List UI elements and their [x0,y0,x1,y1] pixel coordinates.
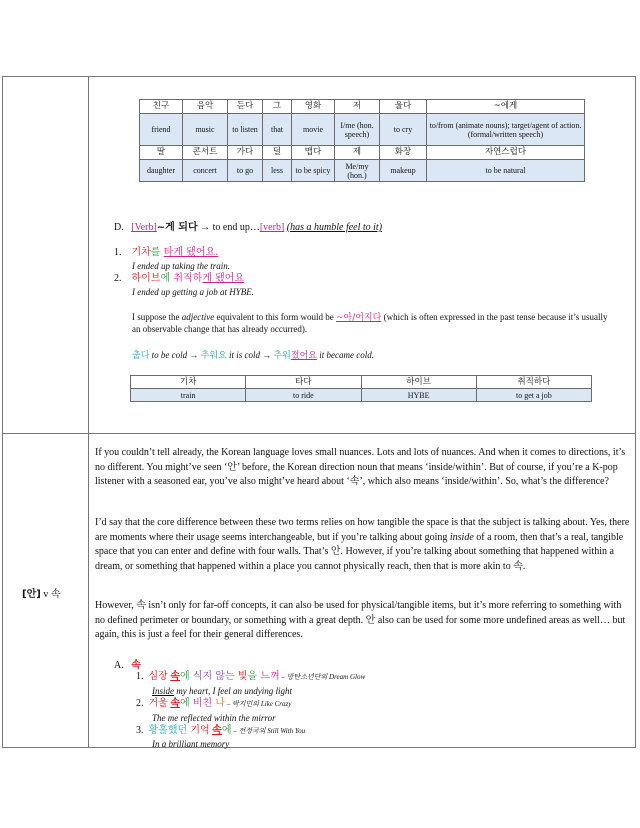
example-2 [114,273,244,284]
example-particle: 에 [160,273,174,284]
vocab-cell: 가다 [228,146,263,160]
lyric-word: 속 [170,671,180,682]
section-letter: A. [114,660,124,671]
vocab-cell: to ride [246,389,361,402]
paragraph-emphasis: inside [449,531,474,543]
vocab-cell: 화장 [380,146,427,160]
row-divider [2,433,636,434]
lyric-3 [136,725,305,737]
vocab-cell: 취직하다 [476,376,591,389]
note-text: I suppose the [132,312,182,322]
paragraph-2 [95,516,630,574]
vocab-cell: to cry [380,114,427,146]
vocab-cell: 하이브 [361,376,476,389]
vocab-cell: HYBE [361,389,476,402]
lyric-1 [136,671,365,683]
lyric-word: 거울 [148,698,168,709]
vocab-row-korean [140,146,585,160]
vocab-cell: makeup [380,160,427,182]
vocab-cell: Me/my (hon.) [335,160,380,182]
vocab-cell: ~에게 [427,100,585,114]
vocab-cell: 듣다 [228,100,263,114]
vocab-cell: concert [183,160,228,182]
list-number: 2. [136,698,144,709]
vocab-cell: to be spicy [292,160,335,182]
lyric-particle: 에 [180,671,193,682]
vocab-cell: friend [140,114,183,146]
vocab-cell: to get a job [476,389,591,402]
row-label-an: [안] [22,589,41,600]
vocab-cell: 딸 [140,146,183,160]
lyric-source: – 방탄소년단의 Dream Glow [279,673,366,681]
lyric-particle: 에 [180,698,193,709]
vocab-row-english [131,389,592,402]
vocab-cell: to go [228,160,263,182]
section-a-heading [114,656,141,671]
note-emphasis: adjective [181,312,215,322]
paragraph-1: If you couldn’t tell already, the Korean language loves small nuances. Lots and lots of nuances. And when it comes to directions, it’s no different. You might’ve seen ‘안’ before, the Korean direction noun that means ‘inside/within’. But of course, if you’re a K-pop listener with a seasoned ear, you’ve also might’ve heard about ‘속’, which also means ‘inside/within’. So, what’s the difference? [95,447,626,487]
lyric-2-translation: The me reflected within the mirror [152,713,276,723]
vocab-table-2 [130,375,592,402]
lyric-word: 느껴 [260,671,280,682]
column-divider [88,76,89,748]
vocab-cell: to/from (animate nouns); target/agent of action. (formal/written speech) [427,114,585,146]
example-1 [114,247,218,258]
vocab-row-korean [140,100,585,114]
vocab-cell: 음악 [183,100,228,114]
list-number: 1. [136,671,144,682]
paragraph-text: I’d say that the core difference between these two terms relies on how tangible the space is that the subject is talking about. Yes, there are moments where their usage seems interchangeable, but if you’re talking about going [95,517,630,543]
row-label-v: v [40,589,51,600]
example-gloss: it became cold. [316,350,374,360]
example-ending: 게 됐어요 [202,273,245,284]
lyric-word: 나 [215,698,226,709]
lyric-particle: 에 [221,725,232,736]
lyric-1-translation [152,686,292,697]
lyric-2 [136,698,291,710]
vocab-table-1 [139,99,585,182]
row-label-sok: 속 [50,589,61,600]
lyric-word: 황홀했던 [148,725,191,736]
lyric-word: 기억 [190,725,210,736]
list-number: 1. [114,247,122,258]
list-number: 3. [136,725,144,736]
list-number: 2. [114,273,122,284]
lyric-word: 속 [170,698,180,709]
example-ending: 게 됐어요. [173,247,219,258]
section-d-heading [114,218,382,233]
cold-example [132,350,374,362]
verb-placeholder: [Verb] [131,222,157,233]
paragraph-3: However, 속 isn’t only for far-off concepts, it can also be used for physical/tangible items, but it’s more referring to something with no defined perimeter or boundary, or something with a great depth. 안 also can be used for some more undefined areas as well… but again, this is just a feel for their general differences. [95,600,626,640]
vocab-row-english [140,160,585,182]
translation-emphasis: Inside [152,686,174,696]
example-word: 기차 [131,247,151,258]
lyric-word: 심장 [148,671,168,682]
vocab-cell: 그 [263,100,292,114]
example-word: 하이브 [131,273,161,284]
vocab-cell: 영화 [292,100,335,114]
vocab-cell: 맵다 [292,146,335,160]
lyric-particle: 을 [247,671,261,682]
lyric-source: – 전정국의 Still With You [231,727,306,735]
vocab-cell: 자연스럽다 [427,146,585,160]
vocab-cell: less [263,160,292,182]
example-word: 추워 [273,351,291,361]
example-word: 추워요 [200,351,227,361]
lyric-word: 속 [212,725,222,736]
vocab-cell: 콘서트 [183,146,228,160]
vocab-cell: 친구 [140,100,183,114]
example-gloss: it is cold → [226,350,274,360]
lyric-3-translation: In a brilliant memory [152,739,230,749]
vocab-cell: daughter [140,160,183,182]
example-1-translation: I ended up taking the train. [132,261,230,271]
row-label [22,585,60,600]
vocab-cell: 타다 [246,376,361,389]
example-ending: 졌어요 [290,351,317,361]
example-particle: 를 [150,247,164,258]
vocab-cell: to be natural [427,160,585,182]
lyric-word: 비친 [192,698,216,709]
note-text: equivalent to this form would be [214,312,336,322]
note-form: ~아/어지다 [335,313,382,323]
verb-placeholder: [verb] [259,222,285,233]
grammar-suffix: ~게 되다 [156,222,198,233]
vocab-cell: 기차 [131,376,246,389]
vocab-row-english [140,114,585,146]
vocab-cell: to listen [228,114,263,146]
lyric-source: – 박지민의 Like Crazy [225,700,292,708]
vocab-cell: I/me (hon. speech) [335,114,380,146]
lyric-word: 빛 [237,671,248,682]
section-word: 속 [131,660,141,671]
vocab-cell: music [183,114,228,146]
example-verb: 취직하 [173,273,203,284]
example-word: 춥다 [132,351,150,361]
lyric-word: 식지 않는 [192,671,238,682]
example-gloss: to be cold → [149,350,201,360]
vocab-cell: 저 [335,100,380,114]
vocab-cell: that [263,114,292,146]
vocab-cell: 제 [335,146,380,160]
translation-text: my heart, I feel an undying light [174,686,292,696]
note-text: (which is often expressed in the past tense because it’s usually an observable change that has already occurred). [132,312,608,334]
section-letter: D. [114,222,124,233]
vocab-cell: train [131,389,246,402]
example-verb: 타 [163,247,174,258]
vocab-cell: 울다 [380,100,427,114]
vocab-cell: 덜 [263,146,292,160]
usage-note: (has a humble feel to it) [286,222,383,233]
vocab-row-korean [131,376,592,389]
meaning-text: → to end up… [197,222,260,233]
adjective-note [132,312,612,335]
vocab-cell: movie [292,114,335,146]
paragraph-text: of a room, then that’s a real, tangible space that you can enter and define with four walls. That’s 안. However, if you’re talking about something that happened within a dream, or something that happened within a place you cannot physically reach, then that is more akin to 속. [95,531,624,572]
example-2-translation: I ended up getting a job at HYBE. [132,287,254,297]
